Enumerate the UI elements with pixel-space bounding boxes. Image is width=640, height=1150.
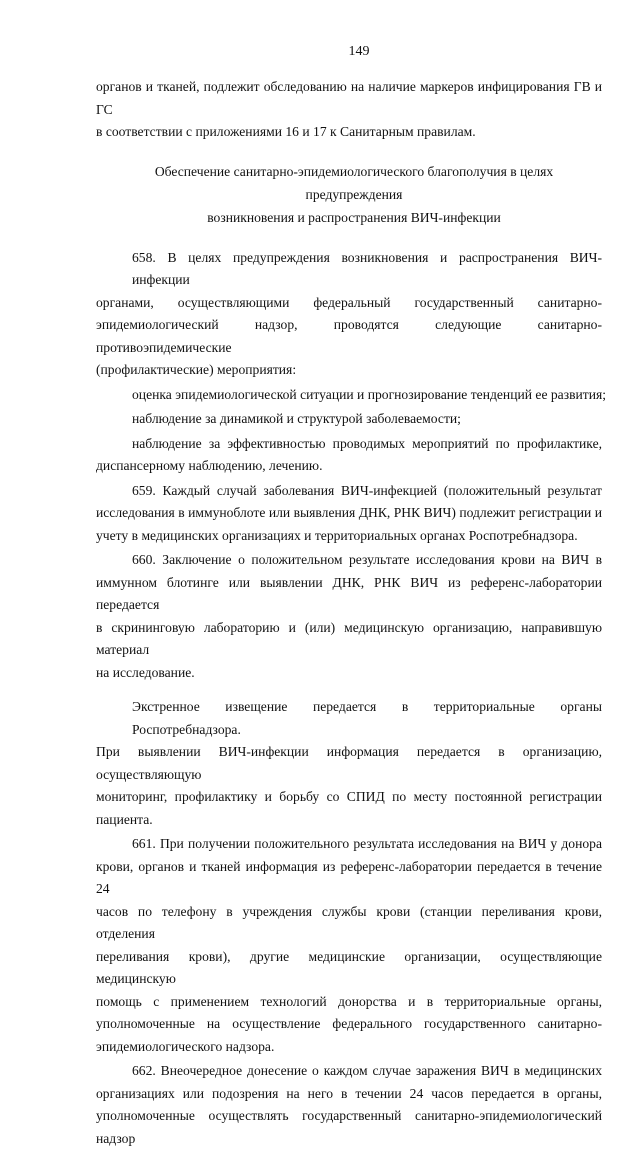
text-line: исследования в иммуноблоте или выявления ДНК, РНК ВИЧ) подлежит регистрации и xyxy=(96,505,602,520)
text-line: Экстренное извещение передается в территориальные органы Роспотребнадзора. xyxy=(132,699,602,737)
text-line: 658. В целях предупреждения возникновения и распространения ВИЧ-инфекции xyxy=(132,249,602,287)
text-line: органов и тканей, подлежит обследованию на наличие маркеров инфицирования ГВ и ГС xyxy=(96,79,602,117)
text-line: помощь с применением технологий донорства и в территориальные органы, xyxy=(96,993,602,1009)
list-item xyxy=(96,384,607,407)
intro-text xyxy=(96,76,602,144)
paragraph-659 xyxy=(96,480,602,548)
text-line: наблюдение за динамикой и структурой заболеваемости; xyxy=(132,411,461,426)
text-line: эпидемиологического надзора. xyxy=(96,1038,275,1054)
text-line: переливания крови), другие медицинские организации, осуществляющие медицинскую xyxy=(96,948,602,986)
text-line: 659. Каждый случай заболевания ВИЧ-инфекцией (положительный результат xyxy=(132,482,602,498)
text-line: эпидемиологический надзор, проводятся следующие санитарно-противоэпидемические xyxy=(96,317,602,355)
text-line: пациента. xyxy=(96,811,153,827)
text-line: 662. Внеочередное донесение о каждом случае заражения ВИЧ в медицинских xyxy=(132,1063,602,1078)
section-heading xyxy=(96,160,602,229)
text-line: органами, осуществляющими федеральный государственный санитарно- xyxy=(96,294,602,310)
page-number: 149 xyxy=(348,44,370,59)
text-line: на исследование. xyxy=(96,664,195,680)
text-line: уполномоченные осуществлять государственный санитарно-эпидемиологический надзор xyxy=(96,1108,602,1146)
text-line: организациях или подозрения на него в течении 24 часов передается в органы, xyxy=(96,1085,602,1101)
text-line: При выявлении ВИЧ-инфекции информация передается в организацию, осуществляющую xyxy=(96,744,602,782)
heading-line: Обеспечение санитарно-эпидемиологического благополучия в целях предупреждения xyxy=(154,163,554,202)
heading-line: возникновения и распространения ВИЧ-инфекции xyxy=(207,209,501,225)
paragraph-661 xyxy=(96,833,602,1058)
text-line: учету в медицинских организациях и территориальных органах Роспотребнадзора. xyxy=(96,527,578,543)
list-item xyxy=(96,433,602,478)
paragraph-658 xyxy=(96,247,602,382)
text-line: 661. При получении положительного результата исследования на ВИЧ у донора xyxy=(132,836,602,851)
text-line: (профилактические) мероприятия: xyxy=(96,362,297,377)
paragraph-662 xyxy=(96,1060,602,1150)
text-line: иммунном блотинге или выявлении ДНК, РНК ВИЧ из референс-лаборатории передается xyxy=(96,574,602,612)
text-line: наблюдение за эффективностью проводимых мероприятий по профилактике, xyxy=(132,435,602,451)
list-item xyxy=(96,408,602,431)
text-line: мониторинг, профилактику и борьбу со СПИД по месту постоянной регистрации xyxy=(96,789,602,804)
text-line: часов по телефону в учреждения службы крови (станции переливания крови, отделения xyxy=(96,903,602,941)
text-line: 660. Заключение о положительном результате исследования крови на ВИЧ в xyxy=(132,552,602,567)
text-line: крови, органов и тканей информация из референс-лаборатории передается в течение 24 xyxy=(96,858,602,896)
text-line: в скрининговую лабораторию и (или) медицинскую организацию, направившую материал xyxy=(96,619,602,657)
paragraph-660 xyxy=(96,549,602,684)
text-line: диспансерному наблюдению, лечению. xyxy=(96,458,323,473)
text-line: в соответствии с приложениями 16 и 17 к Санитарным правилам. xyxy=(96,124,476,139)
text-line: оценка эпидемиологической ситуации и прогнозирование тенденций ее развития; xyxy=(132,386,607,402)
paragraph-notice xyxy=(96,696,602,831)
text-line: уполномоченные на осуществление федерального государственного санитарно- xyxy=(96,1016,602,1031)
